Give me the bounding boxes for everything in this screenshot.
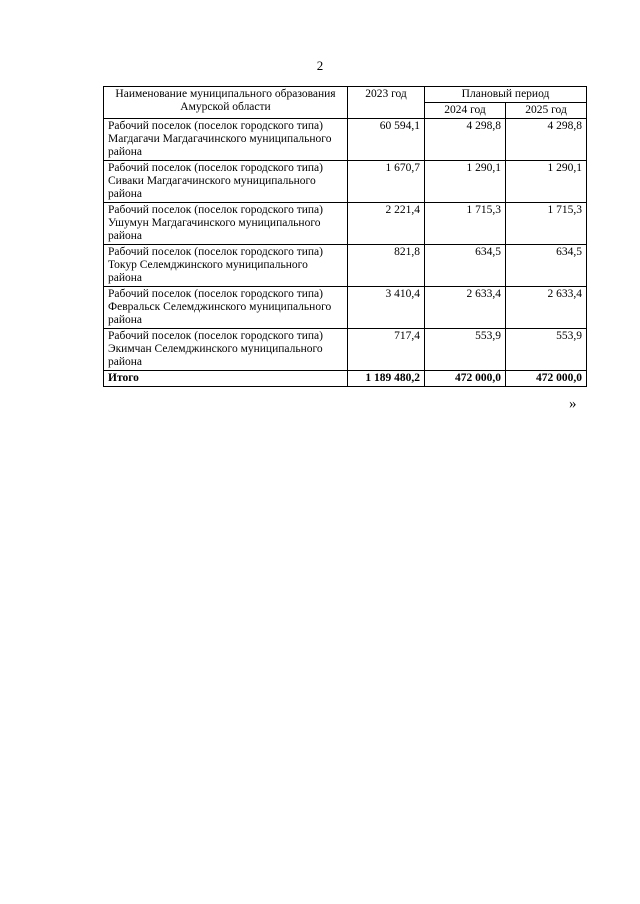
- total-row: [104, 371, 587, 387]
- table-row: [104, 245, 587, 287]
- row-value-2025: 1 715,3: [506, 203, 587, 245]
- row-value-2024: 634,5: [425, 245, 506, 287]
- row-value-2025: 553,9: [506, 329, 587, 371]
- page-number: 2: [316, 58, 324, 73]
- header-planned-period: Плановый период: [425, 87, 587, 103]
- row-name: Рабочий поселок (поселок городского типа) Февральск Селемджинского муниципального района: [104, 287, 348, 329]
- row-name: Рабочий поселок (поселок городского типа) Сиваки Магдагачинского муниципального района: [104, 161, 348, 203]
- header-name: Наименование муниципального образования Амурской области: [104, 87, 348, 119]
- row-value-2024: 4 298,8: [425, 119, 506, 161]
- row-value-2023: 1 670,7: [348, 161, 425, 203]
- row-value-2024: 1 715,3: [425, 203, 506, 245]
- row-value-2023: 3 410,4: [348, 287, 425, 329]
- total-value-2025: 472 000,0: [506, 371, 587, 387]
- row-value-2025: 634,5: [506, 245, 587, 287]
- header-2025: 2025 год: [506, 103, 587, 119]
- header-2023: 2023 год: [348, 87, 425, 119]
- row-value-2024: 553,9: [425, 329, 506, 371]
- total-value-2023: 1 189 480,2: [348, 371, 425, 387]
- closing-quote-mark: »: [569, 396, 577, 412]
- table-row: [104, 287, 587, 329]
- row-value-2025: 2 633,4: [506, 287, 587, 329]
- table-row: [104, 329, 587, 371]
- row-value-2023: 717,4: [348, 329, 425, 371]
- row-value-2023: 821,8: [348, 245, 425, 287]
- table-row: [104, 119, 587, 161]
- row-name: Рабочий поселок (поселок городского типа) Ушумун Магдагачинского муниципального района: [104, 203, 348, 245]
- header-2024: 2024 год: [425, 103, 506, 119]
- total-label: Итого: [104, 371, 348, 387]
- row-name: Рабочий поселок (поселок городского типа) Магдагачи Магдагачинского муниципального района: [104, 119, 348, 161]
- table-row: [104, 161, 587, 203]
- row-value-2023: 60 594,1: [348, 119, 425, 161]
- row-value-2025: 1 290,1: [506, 161, 587, 203]
- row-value-2024: 2 633,4: [425, 287, 506, 329]
- row-value-2024: 1 290,1: [425, 161, 506, 203]
- row-value-2025: 4 298,8: [506, 119, 587, 161]
- total-value-2024: 472 000,0: [425, 371, 506, 387]
- row-name: Рабочий поселок (поселок городского типа) Токур Селемджинского муниципального района: [104, 245, 348, 287]
- row-name: Рабочий поселок (поселок городского типа) Экимчан Селемджинского муниципального района: [104, 329, 348, 371]
- row-value-2023: 2 221,4: [348, 203, 425, 245]
- budget-table: [103, 86, 587, 387]
- table-row: [104, 203, 587, 245]
